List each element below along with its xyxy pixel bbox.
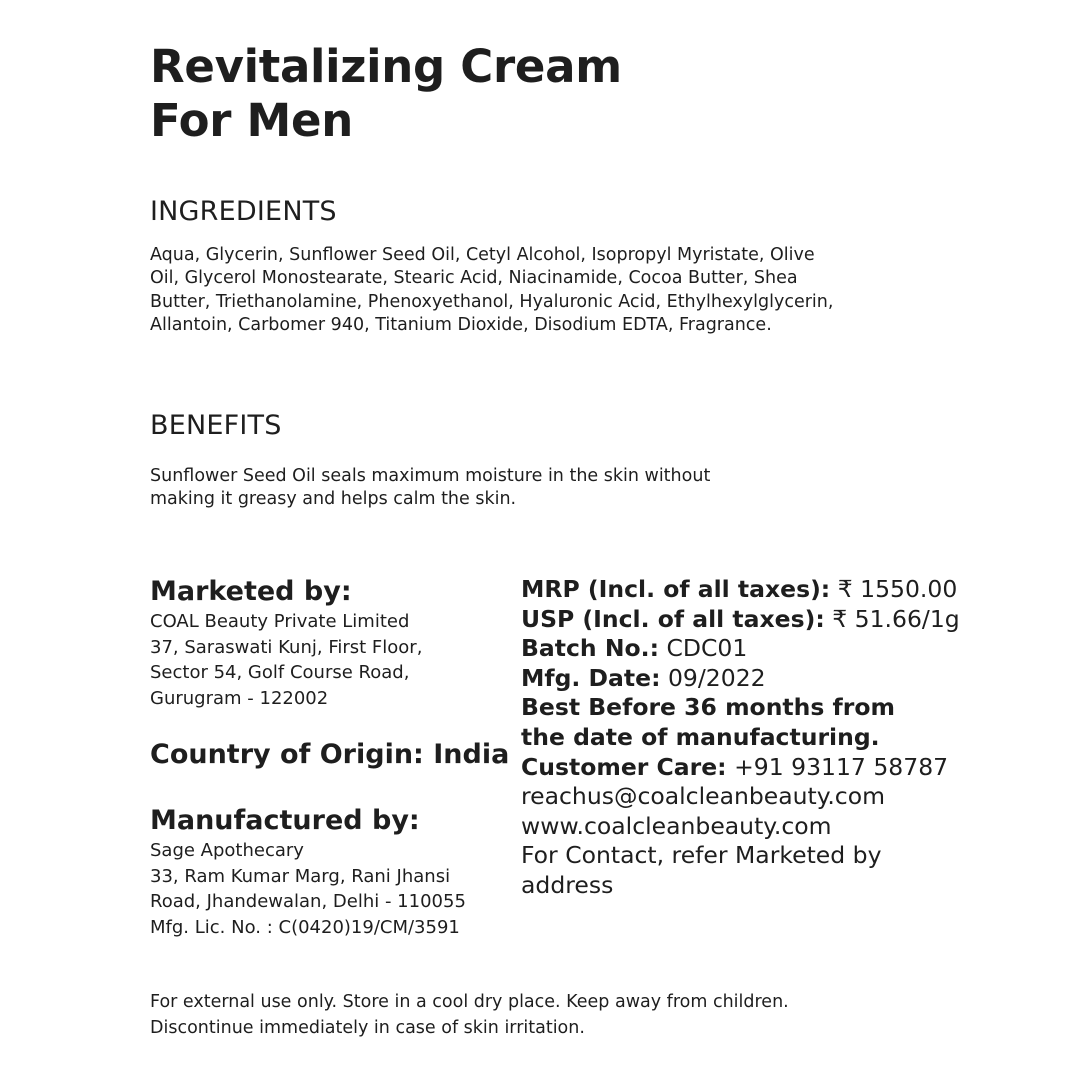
benefits-heading: BENEFITS [150,410,282,441]
ingredients-heading: INGREDIENTS [150,196,337,227]
address-line: 33, Ram Kumar Marg, Rani Jhansi [150,865,451,887]
ingredients-line: Butter, Triethanolamine, Phenoxyethanol, Hyaluronic Acid, Ethylhexylglycerin, [150,291,834,312]
country-of-origin: Country of Origin: India [150,739,510,770]
product-info [521,575,1061,901]
batch-label: Batch No.: [521,634,659,663]
mrp-row [521,575,1061,605]
ingredients-line: Aqua, Glycerin, Sunflower Seed Oil, Cetyl Alcohol, Isopropyl Myristate, Olive [150,245,815,265]
address-line: 37, Saraswati Kunj, First Floor, [150,636,423,658]
usp-value: ₹ 51.66/1g [832,604,960,633]
best-before-text: Best Before 36 months from [521,693,896,722]
best-before-line-1 [521,693,1061,723]
marketed-by-heading: Marketed by: [150,576,352,607]
benefits-text [150,465,850,512]
mrp-label: MRP (Incl. of all taxes): [521,575,831,603]
benefits-line: Sunflower Seed Oil seals maximum moisture in the skin without [150,466,711,486]
best-before-line-2 [521,723,1061,753]
customer-care-label: Customer Care: [521,752,727,781]
ingredients-line: Allantoin, Carbomer 940, Titanium Dioxide, Disodium EDTA, Fragrance. [150,314,772,335]
customer-care-phone: +91 93117 58787 [734,752,949,781]
license-number: Mfg. Lic. No. : C(0420)19/CM/3591 [150,917,460,939]
usp-label: USP (Incl. of all taxes): [521,604,825,633]
usp-row [521,605,1061,635]
mrp-value: ₹ 1550.00 [837,575,958,603]
warning-line: Discontinue immediately in case of skin irritation. [150,1017,585,1038]
ingredients-line: Oil, Glycerol Monostearate, Stearic Acid, Niacinamide, Cocoa Butter, Shea [150,268,798,289]
customer-care-row [521,753,1061,783]
product-title-line-2: For Men [150,94,353,147]
manufactured-by-address [150,838,490,941]
mfg-date-row [521,664,1061,694]
usage-warning [150,990,910,1041]
address-line: Gurugram - 122002 [150,688,329,710]
manufactured-by-heading: Manufactured by: [150,805,420,836]
address-line: COAL Beauty Private Limited [150,611,410,632]
mfg-date-value: 09/2022 [667,663,766,692]
address-line: Sage Apothecary [150,840,304,861]
address-line: Sector 54, Golf Course Road, [150,662,410,684]
ingredients-list [150,244,910,337]
contact-note-line-1: For Contact, refer Marketed by [521,841,882,870]
website-url: www.coalcleanbeauty.com [521,811,832,840]
marketed-by-address [150,609,490,712]
warning-line: For external use only. Store in a cool dry place. Keep away from children. [150,992,789,1012]
benefits-line: making it greasy and helps calm the skin. [150,489,517,510]
product-title-line-1: Revitalizing Cream [150,40,622,93]
best-before-text: the date of manufacturing. [521,722,880,751]
batch-row [521,634,1061,664]
mfg-date-label: Mfg. Date: [521,663,661,692]
product-title [150,40,850,148]
contact-email: reachus@coalcleanbeauty.com [521,782,885,811]
batch-value: CDC01 [666,634,748,663]
contact-note-line-2: address [521,870,614,899]
address-line: Road, Jhandewalan, Delhi - 110055 [150,891,466,913]
